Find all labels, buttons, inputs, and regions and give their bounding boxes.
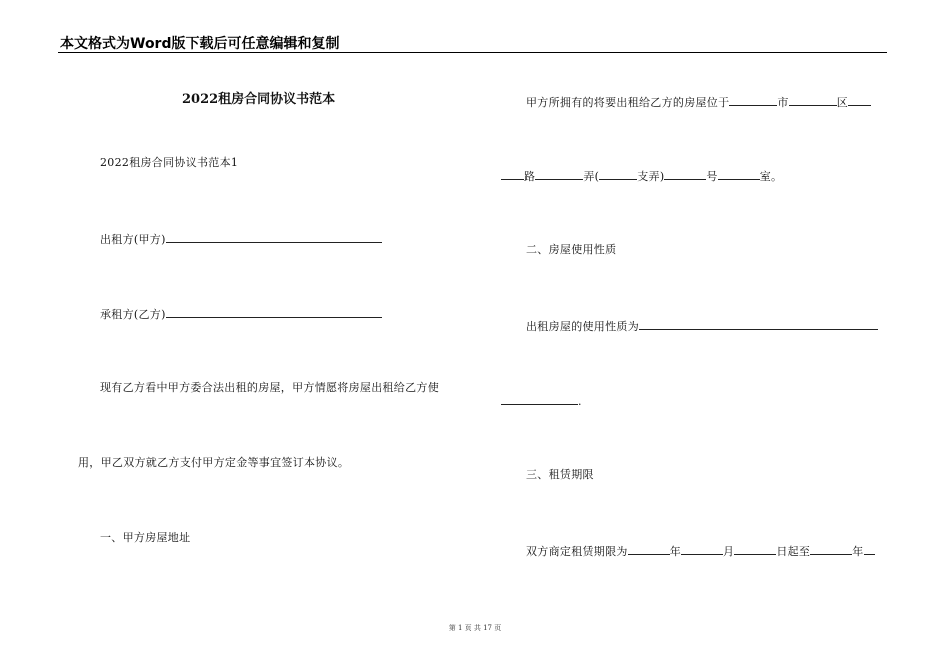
end-year-label: 年 xyxy=(852,545,864,558)
usage-continuation-blank xyxy=(501,393,578,405)
start-year-blank xyxy=(628,543,670,555)
city-blank xyxy=(729,94,777,106)
term-row xyxy=(526,543,875,559)
start-month-blank xyxy=(681,543,723,555)
district-blank xyxy=(789,94,837,106)
usage-end: . xyxy=(578,395,582,408)
start-month-label: 月 xyxy=(723,545,735,558)
start-day-label: 日起至 xyxy=(776,545,811,558)
room-blank xyxy=(718,168,760,180)
number-blank xyxy=(664,168,706,180)
lessee-row xyxy=(100,306,382,322)
section1-heading: 一、甲方房屋地址 xyxy=(100,531,191,544)
road-label: 路 xyxy=(524,170,536,183)
district-trailing-blank xyxy=(848,94,871,106)
term-prefix: 双方商定租赁期限为 xyxy=(526,545,628,558)
branch-lane-label: 支弄) xyxy=(637,170,665,183)
address-prefix: 甲方所拥有的将要出租给乙方的房屋位于 xyxy=(526,96,730,109)
document-header: 本文格式为Word版下载后可任意编辑和复制 xyxy=(60,36,340,52)
lane-blank xyxy=(535,168,583,180)
section3-heading: 三、租赁期限 xyxy=(526,468,594,481)
district-label: 区 xyxy=(836,96,849,109)
branch-lane-blank xyxy=(599,168,637,180)
document-title: 2022租房合同协议书范本 xyxy=(182,92,336,107)
usage-label: 出租房屋的使用性质为 xyxy=(526,320,639,333)
intro-paragraph-line2: 用，甲乙双方就乙方支付甲方定金等事宜签订本协议。 xyxy=(78,456,350,469)
address-line2 xyxy=(501,168,782,184)
contract-subtitle: 2022租房合同协议书范本1 xyxy=(100,156,239,169)
lessor-blank xyxy=(166,231,382,243)
intro-paragraph-line1: 现有乙方看中甲方委合法出租的房屋，甲方情愿将房屋出租给乙方使 xyxy=(100,381,439,394)
usage-continuation xyxy=(501,393,582,409)
start-day-blank xyxy=(734,543,776,555)
lane-label: 弄( xyxy=(583,170,600,183)
lessor-label: 出租方(甲方) xyxy=(100,233,166,246)
start-year-label: 年 xyxy=(669,545,682,558)
city-label: 市 xyxy=(777,96,789,109)
lessor-row xyxy=(100,231,382,247)
usage-row xyxy=(526,318,878,334)
address-line1 xyxy=(526,94,871,110)
section2-heading: 二、房屋使用性质 xyxy=(526,243,617,256)
lessee-blank xyxy=(166,306,382,318)
end-trailing-blank xyxy=(864,543,875,555)
usage-blank xyxy=(639,318,878,330)
page-number-footer: 第 1 页 共 17 页 xyxy=(448,624,502,632)
header-divider xyxy=(58,52,887,53)
end-year-blank xyxy=(810,543,852,555)
number-label: 号 xyxy=(706,170,718,183)
lessee-label: 承租方(乙方) xyxy=(100,308,166,321)
road-blank xyxy=(501,168,524,180)
room-label: 室。 xyxy=(759,170,783,183)
